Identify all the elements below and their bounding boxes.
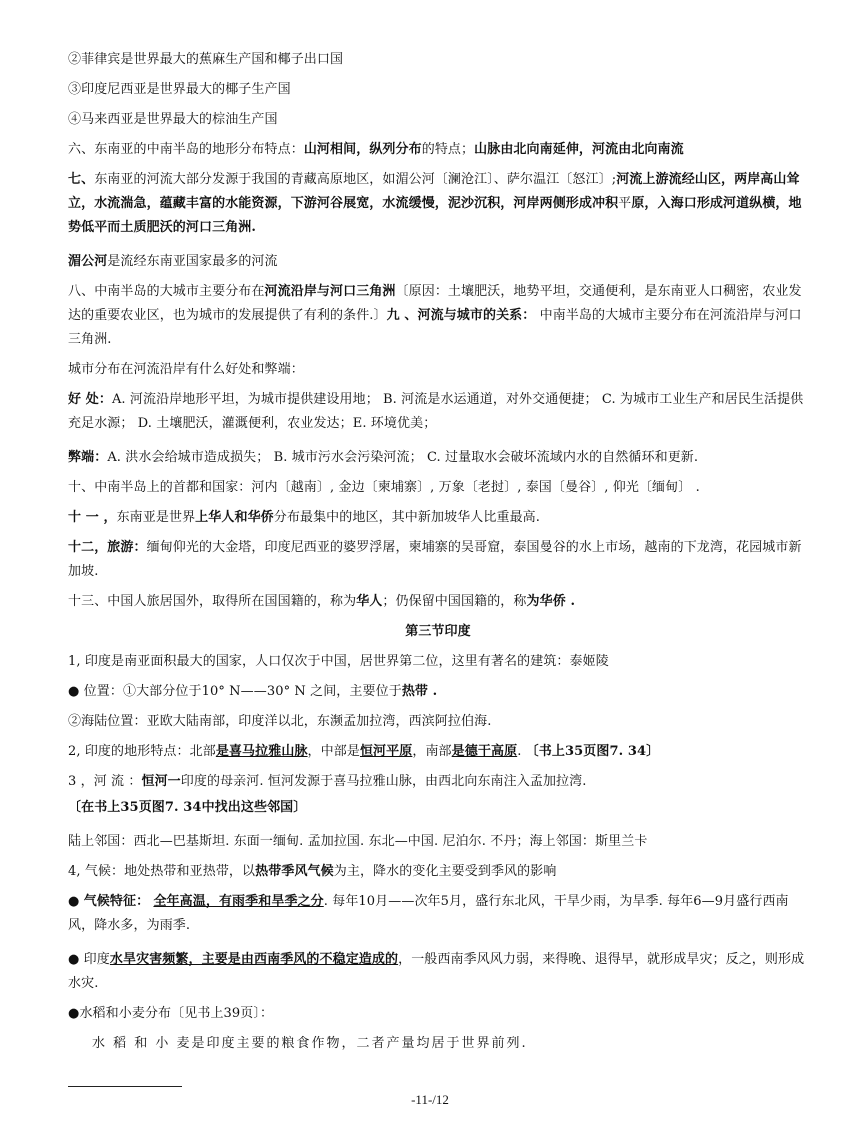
paragraph — [68, 138, 808, 162]
paragraph — [68, 1002, 808, 1026]
paragraph — [68, 740, 808, 764]
text-run: 3 ，河 流 ： — [68, 774, 142, 789]
text-run: 为主，降水的变化主要受到季风的影响 — [333, 864, 557, 879]
text-run: 十三、中国人旅居国外，取得所在国国籍的，称为 — [68, 594, 357, 609]
text-run: 六、东南亚的中南半岛的地形分布特点： — [68, 142, 304, 157]
paragraph — [68, 710, 808, 734]
text-run: 热带 . — [401, 684, 438, 699]
text-run: 为华侨 . — [526, 594, 576, 609]
paragraph — [68, 536, 808, 584]
paragraph — [68, 446, 808, 470]
text-run: 山脉由北向南延伸，河流由北向南流 — [474, 142, 684, 157]
text-run: ②菲律宾是世界最大的蕉麻生产国和椰子出口国 — [68, 52, 344, 67]
text-run: ● 位置：①大部分位于10° N——30° N 之间，主要位于 — [68, 684, 402, 699]
text-run: 恒河平原 — [359, 744, 413, 759]
text-run: 2, 印度的地形特点：北部 — [68, 744, 216, 759]
paragraph — [68, 506, 808, 530]
paragraph — [68, 830, 808, 854]
text-run: ，中部是 — [307, 744, 360, 759]
text-run: 缅甸仰光的大金塔，印度尼西亚的婆罗浮屠，柬埔寨的吴哥窟，泰国曼谷的水上市场，越南的下龙湾，花园城市新加坡. — [68, 540, 802, 579]
text-run: 东南亚是世界 — [116, 510, 196, 525]
text-run: 原，入海口形成河道纵横，地势低平而土质肥沃的河口三角洲. — [68, 196, 802, 235]
text-run: . 每年10月——次年5月，盛行东北风，干旱少雨，为旱季. 每年6—9月盛行西南风，降水多，为雨季. — [68, 894, 789, 933]
text-run: 分布最集中的地区，其中新加坡华人比重最高. — [273, 510, 541, 525]
text-run: 东南亚的河流大部分发源于我国的青藏高原地区，如湄公河〔澜沧江〕、萨尔温江〔怒江〕; — [94, 172, 617, 187]
text-run: 是喜马拉雅山脉 — [215, 744, 308, 759]
text-run: 是流经东南亚国家最多的河流 — [107, 254, 278, 269]
text-run: 八、中南半岛的大城市主要分布在 — [68, 284, 265, 299]
text-run: 中南半岛的大城市主要分布在河流沿岸与河口三角洲. — [68, 308, 802, 347]
paragraph — [68, 250, 808, 274]
paragraph — [68, 108, 808, 132]
paragraph — [68, 48, 808, 72]
paragraph — [68, 358, 808, 382]
text-run: . — [517, 744, 526, 759]
paragraph — [68, 770, 808, 794]
text-run: ；仍保留中国国籍的，称 — [382, 594, 527, 609]
text-run: 〔在书上35页图7. 34中找出这些邻国〕 — [68, 800, 307, 815]
text-run: 九 、河流与城市的关系： — [386, 308, 536, 323]
paragraph — [68, 650, 808, 674]
paragraph — [68, 1032, 808, 1056]
text-run: 七、 — [68, 172, 95, 187]
text-run: A. 洪水会给城市造成损失； B. 城市污水会污染河流； C. 过量取水会破坏流域内水的自然循环和更新. — [107, 450, 699, 465]
text-run: 水旱灾害频繁，主要是由西南季风的不稳定造成的 — [109, 952, 399, 967]
text-run: 陆上邻国：西北—巴基斯坦. 东面一缅甸. 孟加拉国. 东北—中国. 尼泊尔. 不丹；海上邻国：斯里兰卡 — [68, 834, 648, 849]
text-run: 山河相间，纵列分布 — [303, 142, 422, 157]
text-run: 城市分布在河流沿岸有什么好处和弊端： — [68, 362, 304, 377]
text-run: 上华人和华侨 — [195, 510, 274, 525]
text-run: ④马来西亚是世界最大的棕油生产国 — [68, 112, 278, 127]
text-run: 十二，旅游： — [68, 540, 147, 555]
text-run: 平 — [618, 196, 632, 211]
text-run: 1, 印度是南亚面积最大的国家，人口仅次于中国，居世界第二位，这里有著名的建筑：泰姬陵 — [68, 654, 609, 669]
text-run: ，南部 — [412, 744, 452, 759]
text-run: 华人 — [356, 594, 383, 609]
paragraph — [68, 680, 808, 704]
text-run: 4, 气候：地处热带和亚热带，以 — [68, 864, 256, 879]
text-run: ，一般西南季风风力弱，来得晚、退得早，就形成旱灾；反之，则形成水灾. — [68, 952, 805, 991]
text-run: 第三节印度 — [405, 624, 471, 639]
text-run: 湄公河 — [68, 254, 108, 269]
text-run: 十、中南半岛上的首都和国家：河内〔越南〕, 金边〔柬埔寨〕, 万象〔老挝〕, 泰国〔曼谷〕, 仰光〔缅甸〕 . — [68, 480, 700, 495]
text-run: 弊端： — [68, 450, 108, 465]
text-run: 的特点； — [421, 142, 475, 157]
paragraph — [68, 476, 808, 500]
text-run: 好 处： — [68, 392, 112, 407]
page-number: -11-/12 — [411, 1092, 449, 1107]
paragraph — [68, 860, 808, 884]
text-run: 恒河一 — [141, 774, 181, 789]
footnote-divider — [68, 1086, 182, 1087]
text-run: ③印度尼西亚是世界最大的椰子生产国 — [68, 82, 291, 97]
paragraph — [68, 280, 808, 352]
text-run: ● 印度 — [68, 952, 110, 967]
text-run: 全年高温，有雨季和旱季之分 — [153, 894, 324, 909]
paragraph — [68, 948, 808, 996]
text-run: ②海陆位置：亚欧大陆南部，印度洋以北，东濒孟加拉湾，西滨阿拉伯海. — [68, 714, 492, 729]
text-run: ●水稻和小麦分布〔见书上39页〕： — [68, 1006, 274, 1021]
text-run: A. 河流沿岸地形平坦，为城市提供建设用地； B. 河流是水运通道，对外交通便捷； C. 为城市工业生产和居民生活提供充足水源； D. 土壤肥沃，灌溉便利，农业发达；E. 环境优美； — [68, 392, 804, 431]
paragraph — [68, 890, 808, 938]
text-run: 气候特征： — [83, 894, 150, 909]
paragraph — [68, 168, 808, 240]
section-heading — [68, 620, 808, 644]
paragraph — [68, 796, 808, 820]
paragraph — [68, 388, 808, 436]
text-run: 十 一 ， — [68, 510, 117, 525]
paragraph — [68, 590, 808, 614]
text-run: 河流上游流经山区，两岸高山耸立，水流湍急，蕴藏丰富的水能资源，下游河谷展宽，水流缓慢，泥沙沉积，河岸两侧形成冲积 — [68, 172, 800, 211]
text-run: 水 稻 和 小 麦是印度主要的粮食作物，二者产量均居于世界前列. — [92, 1036, 528, 1051]
text-run: 印度的母亲河. 恒河发源于喜马拉雅山脉，由西北向东南注入孟加拉湾. — [180, 774, 587, 789]
paragraph — [68, 78, 808, 102]
text-run: 是德干高原 — [451, 744, 518, 759]
text-run: 热带季风气候 — [255, 864, 334, 879]
text-run: ● — [68, 894, 84, 909]
text-run: 河流沿岸与河口三角洲 — [264, 284, 396, 299]
text-run: 〔原因：土壤肥沃，地势平坦，交通便利，是东南亚人口稠密，农业发达的重要农业区，也为城市的发展提供了有利的条件.〕 — [68, 284, 802, 323]
document-body — [68, 48, 808, 1062]
text-run: 〔书上35页图7. 34〕 — [525, 744, 660, 759]
